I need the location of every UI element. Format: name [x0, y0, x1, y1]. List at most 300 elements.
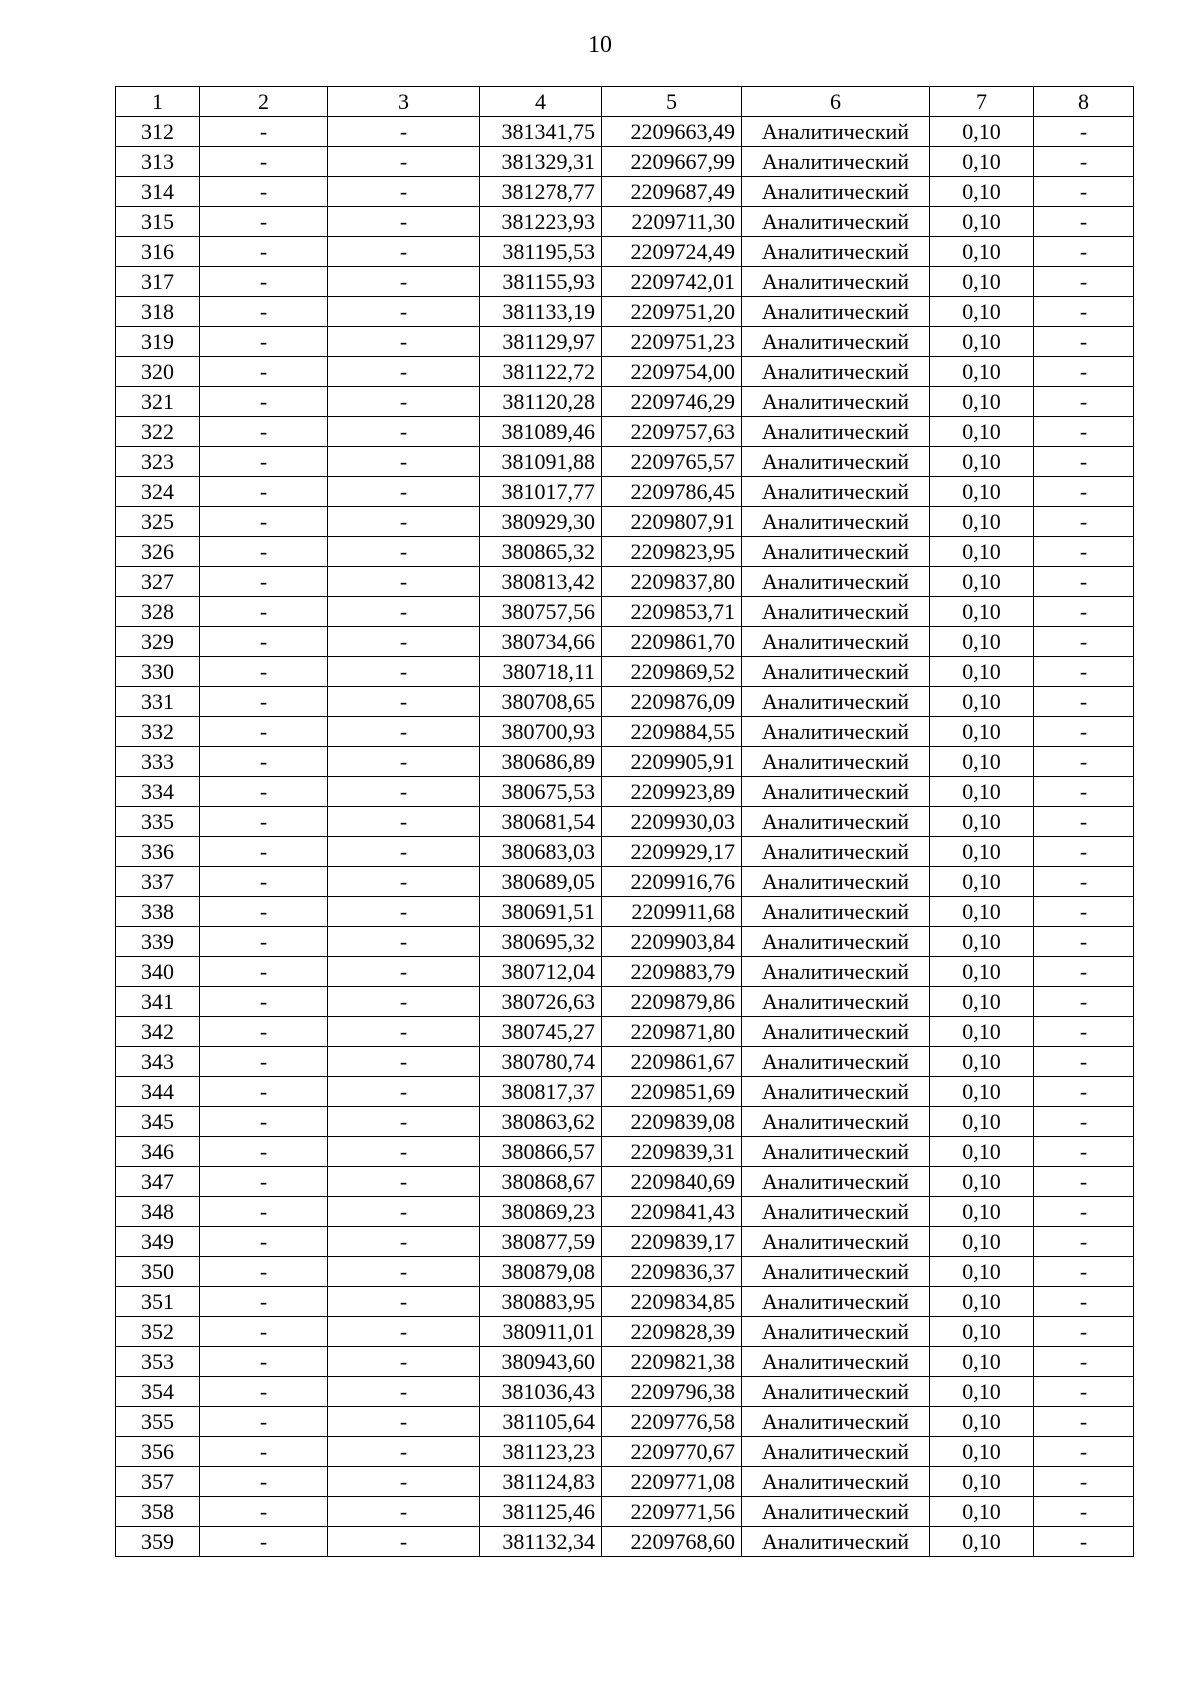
col8-cell: - — [1034, 777, 1134, 807]
col3-cell: - — [328, 477, 480, 507]
col3-cell: - — [328, 687, 480, 717]
table-row — [116, 237, 1134, 267]
col2-cell: - — [200, 1347, 328, 1377]
col3-cell: - — [328, 1287, 480, 1317]
x-coordinate-cell: 381122,72 — [480, 357, 602, 387]
table-row — [116, 597, 1134, 627]
y-coordinate-cell: 2209879,86 — [602, 987, 742, 1017]
col2-cell: - — [200, 1137, 328, 1167]
method-cell: Аналитический — [742, 1077, 930, 1107]
y-coordinate-cell: 2209746,29 — [602, 387, 742, 417]
x-coordinate-cell: 381017,77 — [480, 477, 602, 507]
accuracy-cell: 0,10 — [930, 777, 1034, 807]
y-coordinate-cell: 2209834,85 — [602, 1287, 742, 1317]
y-coordinate-cell: 2209663,49 — [602, 117, 742, 147]
y-coordinate-cell: 2209841,43 — [602, 1197, 742, 1227]
accuracy-cell: 0,10 — [930, 807, 1034, 837]
accuracy-cell: 0,10 — [930, 477, 1034, 507]
table-row — [116, 837, 1134, 867]
method-cell: Аналитический — [742, 747, 930, 777]
method-cell: Аналитический — [742, 1257, 930, 1287]
col2-cell: - — [200, 537, 328, 567]
x-coordinate-cell: 380691,51 — [480, 897, 602, 927]
col3-cell: - — [328, 1077, 480, 1107]
method-cell: Аналитический — [742, 1347, 930, 1377]
col2-cell: - — [200, 747, 328, 777]
method-cell: Аналитический — [742, 327, 930, 357]
point-number-cell: 332 — [116, 717, 200, 747]
table-row — [116, 927, 1134, 957]
table-row — [116, 1167, 1134, 1197]
y-coordinate-cell: 2209923,89 — [602, 777, 742, 807]
col3-cell: - — [328, 177, 480, 207]
x-coordinate-cell: 380879,08 — [480, 1257, 602, 1287]
col3-cell: - — [328, 717, 480, 747]
table-row — [116, 177, 1134, 207]
y-coordinate-cell: 2209776,58 — [602, 1407, 742, 1437]
col3-cell: - — [328, 327, 480, 357]
point-number-cell: 317 — [116, 267, 200, 297]
col2-cell: - — [200, 237, 328, 267]
accuracy-cell: 0,10 — [930, 117, 1034, 147]
x-coordinate-cell: 380734,66 — [480, 627, 602, 657]
col8-cell: - — [1034, 387, 1134, 417]
col3-cell: - — [328, 987, 480, 1017]
method-cell: Аналитический — [742, 957, 930, 987]
method-cell: Аналитический — [742, 567, 930, 597]
x-coordinate-cell: 381036,43 — [480, 1377, 602, 1407]
col8-cell: - — [1034, 297, 1134, 327]
col2-cell: - — [200, 117, 328, 147]
x-coordinate-cell: 380745,27 — [480, 1017, 602, 1047]
x-coordinate-cell: 381329,31 — [480, 147, 602, 177]
x-coordinate-cell: 381129,97 — [480, 327, 602, 357]
y-coordinate-cell: 2209861,70 — [602, 627, 742, 657]
accuracy-cell: 0,10 — [930, 597, 1034, 627]
col3-cell: - — [328, 357, 480, 387]
y-coordinate-cell: 2209911,68 — [602, 897, 742, 927]
col2-cell: - — [200, 687, 328, 717]
accuracy-cell: 0,10 — [930, 657, 1034, 687]
point-number-cell: 347 — [116, 1167, 200, 1197]
column-header: 1 — [116, 87, 200, 117]
col2-cell: - — [200, 1077, 328, 1107]
accuracy-cell: 0,10 — [930, 1047, 1034, 1077]
col8-cell: - — [1034, 687, 1134, 717]
col2-cell: - — [200, 1377, 328, 1407]
method-cell: Аналитический — [742, 1137, 930, 1167]
x-coordinate-cell: 381223,93 — [480, 207, 602, 237]
col8-cell: - — [1034, 207, 1134, 237]
method-cell: Аналитический — [742, 1017, 930, 1047]
table-row — [116, 507, 1134, 537]
table-row — [116, 567, 1134, 597]
y-coordinate-cell: 2209903,84 — [602, 927, 742, 957]
method-cell: Аналитический — [742, 777, 930, 807]
accuracy-cell: 0,10 — [930, 417, 1034, 447]
point-number-cell: 349 — [116, 1227, 200, 1257]
point-number-cell: 357 — [116, 1467, 200, 1497]
method-cell: Аналитический — [742, 117, 930, 147]
table-row — [116, 1107, 1134, 1137]
point-number-cell: 353 — [116, 1347, 200, 1377]
method-cell: Аналитический — [742, 1317, 930, 1347]
y-coordinate-cell: 2209839,31 — [602, 1137, 742, 1167]
table-row — [116, 957, 1134, 987]
accuracy-cell: 0,10 — [930, 1227, 1034, 1257]
point-number-cell: 335 — [116, 807, 200, 837]
point-number-cell: 339 — [116, 927, 200, 957]
x-coordinate-cell: 380780,74 — [480, 1047, 602, 1077]
accuracy-cell: 0,10 — [930, 987, 1034, 1017]
y-coordinate-cell: 2209861,67 — [602, 1047, 742, 1077]
table-row — [116, 117, 1134, 147]
y-coordinate-cell: 2209796,38 — [602, 1377, 742, 1407]
col8-cell: - — [1034, 357, 1134, 387]
point-number-cell: 323 — [116, 447, 200, 477]
col8-cell: - — [1034, 627, 1134, 657]
method-cell: Аналитический — [742, 147, 930, 177]
point-number-cell: 359 — [116, 1527, 200, 1557]
col3-cell: - — [328, 267, 480, 297]
x-coordinate-cell: 380865,32 — [480, 537, 602, 567]
col2-cell: - — [200, 417, 328, 447]
col2-cell: - — [200, 597, 328, 627]
col2-cell: - — [200, 387, 328, 417]
accuracy-cell: 0,10 — [930, 1017, 1034, 1047]
col3-cell: - — [328, 1437, 480, 1467]
y-coordinate-cell: 2209821,38 — [602, 1347, 742, 1377]
point-number-cell: 343 — [116, 1047, 200, 1077]
x-coordinate-cell: 380686,89 — [480, 747, 602, 777]
table-row — [116, 417, 1134, 447]
method-cell: Аналитический — [742, 357, 930, 387]
col3-cell: - — [328, 657, 480, 687]
col8-cell: - — [1034, 147, 1134, 177]
y-coordinate-cell: 2209770,67 — [602, 1437, 742, 1467]
col8-cell: - — [1034, 1167, 1134, 1197]
accuracy-cell: 0,10 — [930, 1347, 1034, 1377]
x-coordinate-cell: 380700,93 — [480, 717, 602, 747]
col3-cell: - — [328, 957, 480, 987]
table-row — [116, 747, 1134, 777]
col8-cell: - — [1034, 837, 1134, 867]
x-coordinate-cell: 380866,57 — [480, 1137, 602, 1167]
point-number-cell: 340 — [116, 957, 200, 987]
col8-cell: - — [1034, 1527, 1134, 1557]
y-coordinate-cell: 2209754,00 — [602, 357, 742, 387]
col3-cell: - — [328, 1527, 480, 1557]
point-number-cell: 331 — [116, 687, 200, 717]
table-row — [116, 1077, 1134, 1107]
accuracy-cell: 0,10 — [930, 207, 1034, 237]
accuracy-cell: 0,10 — [930, 1497, 1034, 1527]
column-header: 3 — [328, 87, 480, 117]
x-coordinate-cell: 381195,53 — [480, 237, 602, 267]
x-coordinate-cell: 380689,05 — [480, 867, 602, 897]
method-cell: Аналитический — [742, 717, 930, 747]
method-cell: Аналитический — [742, 537, 930, 567]
point-number-cell: 322 — [116, 417, 200, 447]
col3-cell: - — [328, 1017, 480, 1047]
col2-cell: - — [200, 1467, 328, 1497]
method-cell: Аналитический — [742, 477, 930, 507]
x-coordinate-cell: 380817,37 — [480, 1077, 602, 1107]
table-row — [116, 297, 1134, 327]
table-row — [116, 1287, 1134, 1317]
table-row — [116, 537, 1134, 567]
col8-cell: - — [1034, 117, 1134, 147]
col8-cell: - — [1034, 1377, 1134, 1407]
method-cell: Аналитический — [742, 417, 930, 447]
col2-cell: - — [200, 1197, 328, 1227]
accuracy-cell: 0,10 — [930, 747, 1034, 777]
col3-cell: - — [328, 1257, 480, 1287]
table-row — [116, 447, 1134, 477]
col2-cell: - — [200, 1107, 328, 1137]
col2-cell: - — [200, 1287, 328, 1317]
col8-cell: - — [1034, 1287, 1134, 1317]
col3-cell: - — [328, 1497, 480, 1527]
col2-cell: - — [200, 837, 328, 867]
y-coordinate-cell: 2209823,95 — [602, 537, 742, 567]
accuracy-cell: 0,10 — [930, 447, 1034, 477]
col3-cell: - — [328, 1467, 480, 1497]
point-number-cell: 328 — [116, 597, 200, 627]
method-cell: Аналитический — [742, 237, 930, 267]
point-number-cell: 338 — [116, 897, 200, 927]
point-number-cell: 337 — [116, 867, 200, 897]
col8-cell: - — [1034, 1197, 1134, 1227]
col8-cell: - — [1034, 477, 1134, 507]
col8-cell: - — [1034, 237, 1134, 267]
col8-cell: - — [1034, 1077, 1134, 1107]
point-number-cell: 350 — [116, 1257, 200, 1287]
point-number-cell: 344 — [116, 1077, 200, 1107]
coordinates-table — [115, 86, 1134, 1557]
y-coordinate-cell: 2209771,56 — [602, 1497, 742, 1527]
point-number-cell: 318 — [116, 297, 200, 327]
col2-cell: - — [200, 1437, 328, 1467]
point-number-cell: 327 — [116, 567, 200, 597]
x-coordinate-cell: 380681,54 — [480, 807, 602, 837]
method-cell: Аналитический — [742, 1047, 930, 1077]
accuracy-cell: 0,10 — [930, 927, 1034, 957]
accuracy-cell: 0,10 — [930, 1467, 1034, 1497]
accuracy-cell: 0,10 — [930, 1107, 1034, 1137]
accuracy-cell: 0,10 — [930, 1077, 1034, 1107]
y-coordinate-cell: 2209768,60 — [602, 1527, 742, 1557]
col3-cell: - — [328, 927, 480, 957]
table-row — [116, 1197, 1134, 1227]
col8-cell: - — [1034, 597, 1134, 627]
y-coordinate-cell: 2209871,80 — [602, 1017, 742, 1047]
point-number-cell: 333 — [116, 747, 200, 777]
col2-cell: - — [200, 1407, 328, 1437]
col2-cell: - — [200, 1317, 328, 1347]
y-coordinate-cell: 2209853,71 — [602, 597, 742, 627]
col2-cell: - — [200, 567, 328, 597]
y-coordinate-cell: 2209742,01 — [602, 267, 742, 297]
y-coordinate-cell: 2209667,99 — [602, 147, 742, 177]
x-coordinate-cell: 380813,42 — [480, 567, 602, 597]
col8-cell: - — [1034, 867, 1134, 897]
y-coordinate-cell: 2209839,08 — [602, 1107, 742, 1137]
col2-cell: - — [200, 477, 328, 507]
col2-cell: - — [200, 1497, 328, 1527]
col3-cell: - — [328, 1377, 480, 1407]
point-number-cell: 352 — [116, 1317, 200, 1347]
col8-cell: - — [1034, 1227, 1134, 1257]
method-cell: Аналитический — [742, 1167, 930, 1197]
table-row — [116, 1257, 1134, 1287]
table-row — [116, 1377, 1134, 1407]
x-coordinate-cell: 380726,63 — [480, 987, 602, 1017]
method-cell: Аналитический — [742, 447, 930, 477]
method-cell: Аналитический — [742, 1227, 930, 1257]
col3-cell: - — [328, 567, 480, 597]
col3-cell: - — [328, 1047, 480, 1077]
table-row — [116, 147, 1134, 177]
table-row — [116, 1347, 1134, 1377]
point-number-cell: 346 — [116, 1137, 200, 1167]
x-coordinate-cell: 381124,83 — [480, 1467, 602, 1497]
x-coordinate-cell: 381125,46 — [480, 1497, 602, 1527]
col8-cell: - — [1034, 567, 1134, 597]
col2-cell: - — [200, 447, 328, 477]
column-header: 4 — [480, 87, 602, 117]
accuracy-cell: 0,10 — [930, 507, 1034, 537]
point-number-cell: 312 — [116, 117, 200, 147]
col3-cell: - — [328, 207, 480, 237]
col2-cell: - — [200, 327, 328, 357]
col8-cell: - — [1034, 807, 1134, 837]
accuracy-cell: 0,10 — [930, 957, 1034, 987]
point-number-cell: 354 — [116, 1377, 200, 1407]
accuracy-cell: 0,10 — [930, 837, 1034, 867]
col3-cell: - — [328, 447, 480, 477]
col8-cell: - — [1034, 1017, 1134, 1047]
col8-cell: - — [1034, 897, 1134, 927]
col8-cell: - — [1034, 537, 1134, 567]
method-cell: Аналитический — [742, 1107, 930, 1137]
col2-cell: - — [200, 1167, 328, 1197]
x-coordinate-cell: 380718,11 — [480, 657, 602, 687]
table-row — [116, 1317, 1134, 1347]
accuracy-cell: 0,10 — [930, 387, 1034, 417]
x-coordinate-cell: 380868,67 — [480, 1167, 602, 1197]
table-row — [116, 1407, 1134, 1437]
point-number-cell: 356 — [116, 1437, 200, 1467]
y-coordinate-cell: 2209883,79 — [602, 957, 742, 987]
col2-cell: - — [200, 987, 328, 1017]
y-coordinate-cell: 2209836,37 — [602, 1257, 742, 1287]
col3-cell: - — [328, 237, 480, 267]
accuracy-cell: 0,10 — [930, 1377, 1034, 1407]
col2-cell: - — [200, 1047, 328, 1077]
col2-cell: - — [200, 927, 328, 957]
accuracy-cell: 0,10 — [930, 1257, 1034, 1287]
point-number-cell: 321 — [116, 387, 200, 417]
y-coordinate-cell: 2209757,63 — [602, 417, 742, 447]
x-coordinate-cell: 380712,04 — [480, 957, 602, 987]
y-coordinate-cell: 2209929,17 — [602, 837, 742, 867]
x-coordinate-cell: 381089,46 — [480, 417, 602, 447]
col3-cell: - — [328, 147, 480, 177]
point-number-cell: 315 — [116, 207, 200, 237]
x-coordinate-cell: 380929,30 — [480, 507, 602, 537]
col2-cell: - — [200, 177, 328, 207]
method-cell: Аналитический — [742, 657, 930, 687]
method-cell: Аналитический — [742, 927, 930, 957]
table-row — [116, 717, 1134, 747]
accuracy-cell: 0,10 — [930, 1287, 1034, 1317]
col8-cell: - — [1034, 1497, 1134, 1527]
y-coordinate-cell: 2209905,91 — [602, 747, 742, 777]
method-cell: Аналитический — [742, 1437, 930, 1467]
x-coordinate-cell: 381133,19 — [480, 297, 602, 327]
col3-cell: - — [328, 117, 480, 147]
point-number-cell: 320 — [116, 357, 200, 387]
accuracy-cell: 0,10 — [930, 147, 1034, 177]
table-row — [116, 1017, 1134, 1047]
accuracy-cell: 0,10 — [930, 1197, 1034, 1227]
col3-cell: - — [328, 837, 480, 867]
col3-cell: - — [328, 297, 480, 327]
col2-cell: - — [200, 777, 328, 807]
point-number-cell: 334 — [116, 777, 200, 807]
col2-cell: - — [200, 897, 328, 927]
x-coordinate-cell: 381341,75 — [480, 117, 602, 147]
col3-cell: - — [328, 807, 480, 837]
y-coordinate-cell: 2209751,23 — [602, 327, 742, 357]
point-number-cell: 348 — [116, 1197, 200, 1227]
method-cell: Аналитический — [742, 627, 930, 657]
col3-cell: - — [328, 777, 480, 807]
table-row — [116, 327, 1134, 357]
accuracy-cell: 0,10 — [930, 357, 1034, 387]
col2-cell: - — [200, 1257, 328, 1287]
col3-cell: - — [328, 1347, 480, 1377]
point-number-cell: 319 — [116, 327, 200, 357]
y-coordinate-cell: 2209916,76 — [602, 867, 742, 897]
x-coordinate-cell: 380943,60 — [480, 1347, 602, 1377]
col3-cell: - — [328, 1197, 480, 1227]
col3-cell: - — [328, 627, 480, 657]
y-coordinate-cell: 2209840,69 — [602, 1167, 742, 1197]
method-cell: Аналитический — [742, 507, 930, 537]
col8-cell: - — [1034, 1137, 1134, 1167]
col8-cell: - — [1034, 1257, 1134, 1287]
col3-cell: - — [328, 597, 480, 627]
method-cell: Аналитический — [742, 1497, 930, 1527]
method-cell: Аналитический — [742, 837, 930, 867]
col8-cell: - — [1034, 1467, 1134, 1497]
accuracy-cell: 0,10 — [930, 1317, 1034, 1347]
point-number-cell: 342 — [116, 1017, 200, 1047]
col2-cell: - — [200, 267, 328, 297]
method-cell: Аналитический — [742, 177, 930, 207]
table-row — [116, 657, 1134, 687]
col2-cell: - — [200, 147, 328, 177]
y-coordinate-cell: 2209807,91 — [602, 507, 742, 537]
y-coordinate-cell: 2209876,09 — [602, 687, 742, 717]
col8-cell: - — [1034, 327, 1134, 357]
col2-cell: - — [200, 627, 328, 657]
col8-cell: - — [1034, 1407, 1134, 1437]
col2-cell: - — [200, 807, 328, 837]
accuracy-cell: 0,10 — [930, 717, 1034, 747]
